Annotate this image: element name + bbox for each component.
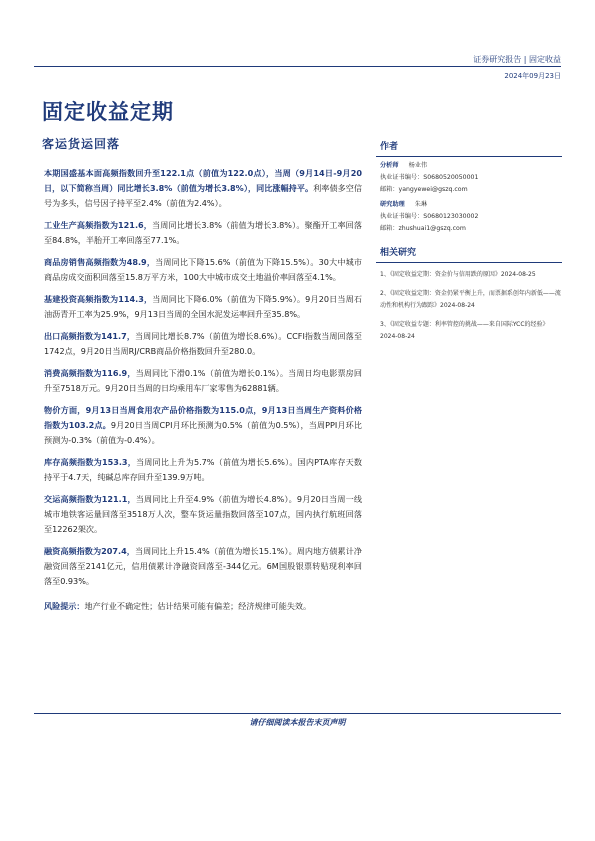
para-body: 当周同比下降15.6%（前值为下降15.5%）。30大中城市商品房成交面积回落至15.8万平方米，100大中城市成交土地溢价率回落至4.1%。 [44, 257, 362, 282]
report-title: 固定收益定期 [42, 100, 174, 124]
author-name: 朱琳 [414, 201, 428, 208]
para-body: 当周同比下滑0.1%（前值为增长0.1%）。当周日均电影票房回升至7518万元。9月20日当周的日均乘用车厂家零售为62881辆。 [44, 368, 363, 393]
author-name-line [376, 199, 562, 211]
footer-disclaimer: 请仔细阅读本报告末页声明 [249, 718, 346, 727]
report-subtitle: 客运货运回落 [42, 137, 121, 151]
authors-heading: 作者 [376, 139, 562, 157]
related-heading: 相关研究 [376, 245, 562, 263]
para-body: 当周同比下降6.0%（前值为下降5.9%）。9月20日当周石油沥青开工率为25.9%，9月13日当周的全国水泥发运率回升至35.8%。 [44, 294, 362, 319]
financing-paragraph [44, 544, 362, 589]
related-report-link[interactable]: 1、《固定收益定期：资金价与信用跌的原因》2024-08-25 [380, 271, 536, 278]
para-lead: 交运高频指数为121.1， [44, 494, 136, 504]
para-body: 当周同比增长3.8%（前值为增长3.8%）。聚酯开工率回落至84.8%，半胎开工率回落至77.1%。 [44, 220, 362, 245]
para-lead: 融资高频指数为207.4， [44, 546, 135, 556]
para-body: 当周同比上升至4.9%（前值为增长4.8%）。9月20日当周一线城市地铁客运量回落至3518万人次，整车货运量指数回落至107点，国内执行航班回落至12262架次。 [44, 494, 362, 534]
risk-text: 地产行业不确定性；估计结果可能有偏差；经济规律可能失效。 [84, 601, 312, 611]
para-body: 当周同比上升15.4%（前值为增长15.1%）。周内地方债累计净融资回落至2141亿元，信用债累计净融资回落至-344亿元。6M国股银票转贴现利率回落至0.93%。 [44, 546, 362, 586]
housing-paragraph [44, 255, 362, 285]
author-name: 杨业伟 [408, 162, 428, 169]
inventory-paragraph [44, 455, 362, 485]
author-license: 执业证书编号：S0680123030002 [380, 213, 479, 220]
para-lead: 商品房销售高频指数为48.9， [44, 257, 156, 267]
infrastructure-paragraph [44, 292, 362, 322]
para-body: 利率债多空信号为多头，信号因子持平至2.4%（前值为2.4%）。 [44, 183, 362, 208]
para-lead: 消费高频指数为116.9， [44, 368, 136, 378]
related-report-link[interactable]: 3、《固定收益专题：利率管控的挑战——来自国际YCC的经验》2024-08-24 [380, 320, 549, 340]
author-name-line [376, 160, 562, 172]
author-email[interactable]: 邮箱：yangyewei@gszq.com [380, 186, 468, 193]
main-content [44, 166, 362, 621]
related-report-link[interactable]: 2、《固定收益定期：资金仍紧平衡上升，而票据系创年内新低——流动性和机构行为跟踪》2024-08-24 [380, 289, 561, 309]
author-role: 研究助理 [380, 201, 405, 208]
author-role: 分析师 [380, 162, 399, 169]
author-email[interactable]: 邮箱：zhushuai1@gszq.com [380, 225, 466, 232]
sidebar [376, 139, 562, 344]
author-card [376, 199, 562, 235]
export-paragraph [44, 329, 362, 359]
para-body: 当周同比增长8.7%（前值为增长8.6%）。CCFI指数当周回落至1742点，9月20日当周RJ/CRB商品价格指数回升至280.0。 [44, 331, 362, 356]
footer-divider [34, 713, 561, 714]
risk-label: 风险提示： [44, 601, 85, 611]
para-lead: 出口高频指数为141.7， [44, 331, 135, 341]
para-lead: 库存高频指数为153.3， [44, 457, 136, 467]
author-card [376, 160, 562, 196]
para-lead: 本期国盛基本面高频指数回升至122.1点（前值为122.0点），当周（9月14日-9月20日，以下简称当周）同比增长3.8%（前值为增长3.8%），同比涨幅持平。 [44, 168, 362, 193]
risk-warning [44, 599, 362, 614]
report-date: 2024年09月23日 [504, 72, 561, 80]
para-lead: 物价方面，9月13日当周食用农产品价格指数为115.0点，9月13日当周生产资料价格指数为103.2点。 [44, 405, 362, 430]
para-lead: 基建投资高频指数为114.3， [44, 294, 153, 304]
para-body: 当周同比上升为5.7%（前值为增长5.6%）。国内PTA库存天数持平于4.7天，纯碱总库存回升至139.9万吨。 [44, 457, 362, 482]
author-license: 执业证书编号：S0680520050001 [380, 174, 479, 181]
header-divider [34, 66, 561, 67]
industrial-paragraph [44, 218, 362, 248]
para-body: 9月20日当周CPI月环比预测为0.5%（前值为0.5%），当周PPI月环比预测为-0.3%（前值为-0.4%）。 [44, 420, 362, 445]
summary-paragraph [44, 166, 362, 211]
transport-paragraph [44, 492, 362, 537]
report-category: 证券研究报告 | 固定收益 [473, 55, 561, 64]
consumption-paragraph [44, 366, 362, 396]
para-lead: 工业生产高频指数为121.6， [44, 220, 153, 230]
prices-paragraph [44, 403, 362, 448]
